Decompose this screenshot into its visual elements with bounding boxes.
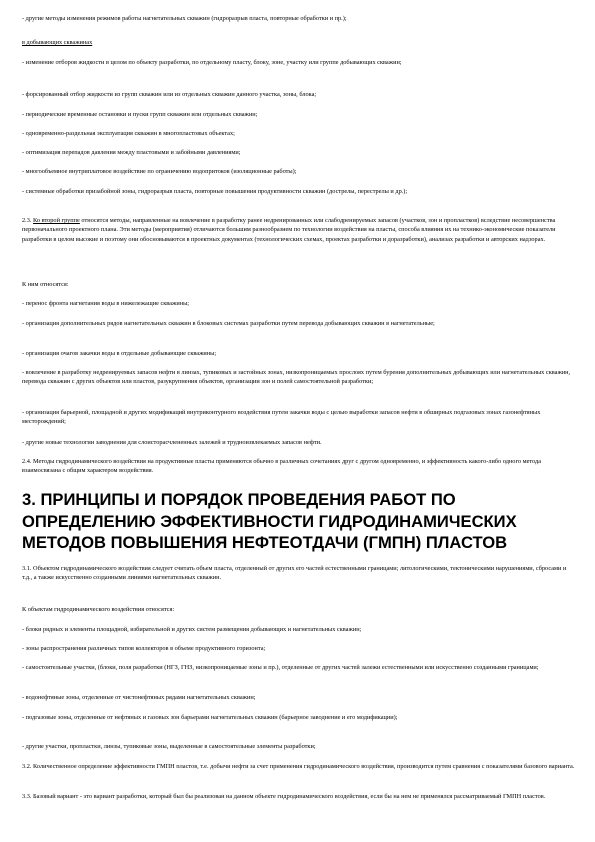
paragraph: - зоны распространения различных типов коллекторов в объеме продуктивного горизонта;: [22, 645, 266, 652]
paragraph: - водонефтяные зоны, отделенные от чистонефтяных рядами нагнетательных скважин;: [22, 694, 256, 701]
paragraph: - подгазовые зоны, отделенные от нефтяных и газовых зон барьерами нагнетательных скважин (барьерное заводнение и его модификации);: [22, 714, 398, 721]
paragraph: - системные обработки призабойной зоны, гидроразрыв пласта, повторные повышения продуктивности скважин (дострелы, перестрелы и др.);: [22, 188, 408, 195]
paragraph: - форсированный отбор жидкости из групп скважин или из отдельных скважин данного участка, зоны, блока;: [22, 91, 317, 98]
subheading-producing-wells: в добывающих скважинах: [22, 39, 93, 46]
paragraph: - одновременно-раздельная эксплуатация скважин в многопластовых объектах;: [22, 130, 235, 137]
paragraph: - другие методы изменения режимов работы нагнетательных скважин (гидроразрыв пласта, повторные обработки и пр.);: [22, 15, 347, 22]
paragraph: К объектам гидродинамического воздействия относятся:: [22, 606, 175, 613]
paragraph-2-3: [22, 216, 575, 244]
paragraph-number: 2.3.: [22, 217, 34, 224]
paragraph: - многообъемное внутриплатовое воздействие по ограничению водопритоков (изоляционные работы);: [22, 168, 297, 175]
section-heading: 3. ПРИНЦИПЫ И ПОРЯДОК ПРОВЕДЕНИЯ РАБОТ ПО ОПРЕДЕЛЕНИЮ ЭФФЕКТИВНОСТИ ГИДРОДИНАМИЧЕСКИХ МЕТОДОВ ПОВЫШЕНИЯ НЕФТЕОТДАЧИ (ГМПН) ПЛАСТОВ: [22, 490, 517, 552]
paragraph: - организация дополнительных рядов нагнетательных скважин в блоковых системах разработки путем перевода добывающих скважин в нагнетательные;: [22, 320, 435, 327]
paragraph: 2.4. Методы гидродинамического воздействия на продуктивные пласты применяются обычно в различных сочетаниях друг с другом одновременно, и эффективность какого-либо одного метода взаимосвязана с общим характером воздействия.: [22, 458, 542, 475]
paragraph: - изменение отборов жидкости в целом по объекту разработки, по отдельному пласту, блоку, зоне, участку или группе добывающих скважин;: [22, 59, 402, 66]
paragraph: - организация очагов закачки воды в отдельные добывающие скважины;: [22, 350, 217, 357]
paragraph: - самостоятельные участки, (блоки, поля разработки (НГЗ, ГНЗ, низкопроницаемые зоны и пр.), отделенные от других частей залежи естественными или искусственно созданными границами;: [22, 664, 539, 671]
paragraph: - другие новые технологии заводнения для слоисторасчлененных залежей и трудноизвлекаемых запасов нефти.: [22, 439, 322, 446]
second-group-label: Ко второй группе: [33, 217, 80, 224]
paragraph: 3.1. Объектом гидродинамического воздействия следует считать объем пласта, отделенный от других его частей естественными границами; литологическими, тектоническими нарушениями, сбросами и т.д., а также искусственно созданными линиями нагнетательных скважин.: [22, 565, 567, 582]
paragraph: 3.2. Количественное определение эффективности ГМПН пластов, т.е. добычи нефти за счет применения гидродинамического воздействия, производится путем сравнения с показателями базового варианта.: [22, 763, 575, 770]
paragraph-text: относятся методы, направленные на вовлечение в разработку ранее недренированных или слабодренируемых запасов (участков, зон и пропластков) вследствие несовершенства первоначального проектного плана. Эти методы (мероприятия) отличаются большим разнообразием по технологии воздействия на пласты, способа влияния их на технико-экономические показатели разработки в целом высокие и поэтому они обосновываются в проектных документах (технологических схемах, проектах разработки и доразработки), анализах разработки и авторских надзорах.: [22, 217, 556, 243]
paragraph: - оптимизация перепадов давления между пластовыми и забойными давлениями;: [22, 149, 241, 156]
paragraph: - вовлечение в разработку недренируемых запасов нефти в линзах, тупиковых и застойных зонах, низкопроницаемых прослоях путем бурения дополнительных добывающих или нагнетательных скважин, перевода скважин с других объектов или пластов, разукрупнения объектов, организации зон и полей самостоятельной разработки;: [22, 369, 571, 386]
paragraph: - перенос фронта нагнетания воды в нижележащие скважины;: [22, 300, 190, 307]
paragraph: - другие участки, пропластки, линзы, тупиковые зоны, выделенные в самостоятельные элементы разработки;: [22, 743, 316, 750]
paragraph: - периодические временные остановки и пуски групп скважин или отдельных скважин;: [22, 111, 258, 118]
paragraph: - блоки рядных и элементы площадной, избирательной и других систем размещения добывающих и нагнетательных скважин;: [22, 626, 362, 633]
paragraph: 3.3. Базовый вариант - это вариант разработки, который был бы реализован на данном объекте гидродинамического воздействия, если бы на нем не применялся рассматриваемый ГМПН пластов.: [22, 793, 546, 800]
paragraph: - организация барьерной, площадной и других модификаций внутриконтурного воздействия путем закачки воды с целью выработки запасов нефти в обширных подгазовых зонах газонефтяных месторождений;: [22, 409, 541, 426]
paragraph: К ним относятся:: [22, 281, 69, 288]
